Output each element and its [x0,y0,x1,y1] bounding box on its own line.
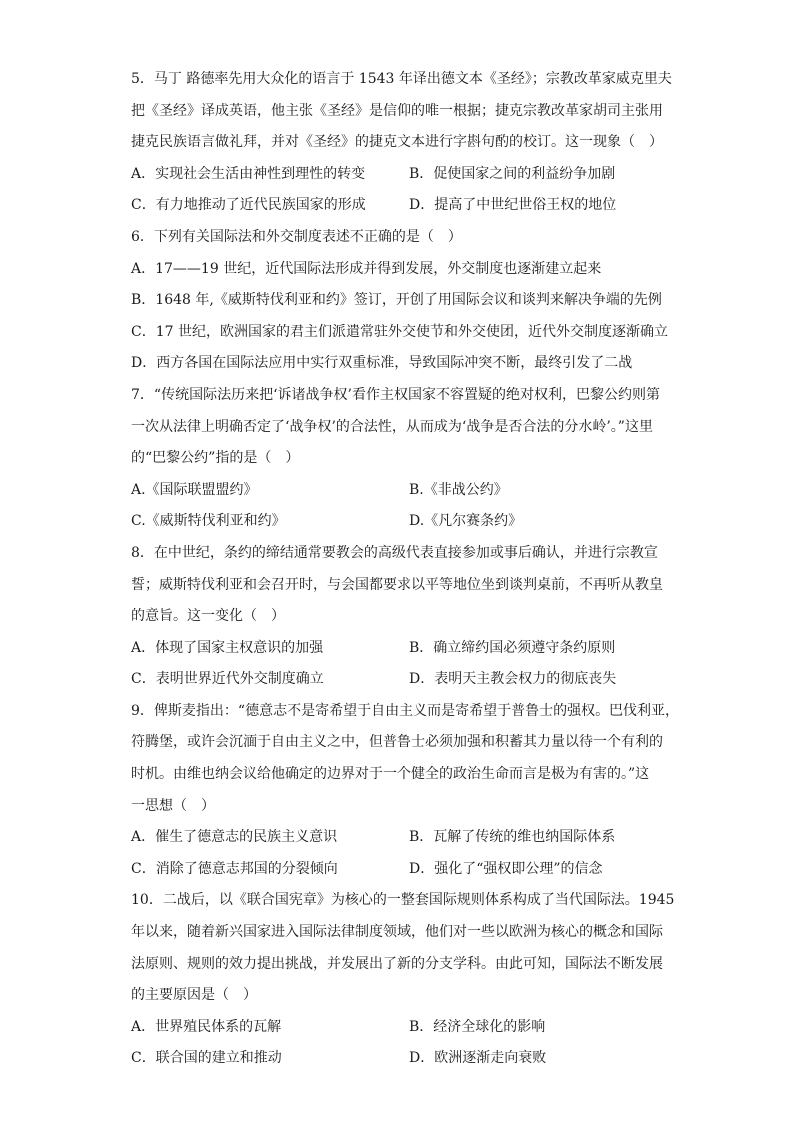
option-a[interactable]: A．实现社会生活由神性到理性的转变 [131,165,366,182]
question-9 [131,696,680,886]
question-stem-line: 把《圣经》译成英语，他主张《圣经》是信仰的唯一根据；捷克宗教改革家胡司主张用 [131,102,663,119]
question-8 [131,538,663,696]
option-row [131,159,663,191]
option-row [131,190,663,222]
option-row [131,633,663,665]
option-row [131,506,663,538]
option-c[interactable]: C．消除了德意志邦国的分裂倾向 [131,860,338,877]
option-b[interactable]: B．1648 年,《威斯特伐利亚和约》签订，开创了用国际会议和谈判来解决争端的先例 [131,292,662,309]
option-c[interactable]: C.《威斯特伐利亚和约》 [131,513,286,530]
question-stem-line: 10．二战后，以《联合国宪章》为核心的一整套国际规则体系构成了当代国际法。1945 [131,892,675,909]
question-stem-line: 一次从法律上明确否定了‘战争权’的合法性，从而成为‘战争是否合法的分水岭’。”这里 [131,418,653,435]
option-a[interactable]: A．世界殖民体系的瓦解 [131,1018,282,1035]
option-row [131,475,663,507]
question-list [131,64,680,1075]
option-a[interactable]: A．体现了国家主权意识的加强 [131,639,324,656]
question-10 [131,885,675,1075]
question-stem-line: 誓；威斯特伐利亚和会召开时，与会国都要求以平等地位坐到谈判桌前，不再听从教皇 [131,576,663,593]
question-stem-line: 7．“传统国际法历来把‘诉诸战争权’看作主权国家不容置疑的绝对权利，巴黎公约则第 [131,386,660,403]
option-b[interactable]: B．确立缔约国必须遵守条约原则 [409,639,616,656]
question-stem-line: 的意旨。这一变化（ ） [131,608,285,625]
option-b[interactable]: B．瓦解了传统的维也纳国际体系 [409,829,616,846]
option-row [131,854,663,886]
question-stem-line: 8．在中世纪，条约的缔结通常要教会的高级代表直接参加或事后确认，并进行宗教宣 [131,544,658,561]
option-c[interactable]: C．表明世界近代外交制度确立 [131,671,324,688]
option-b[interactable]: B.《非战公约》 [409,481,508,498]
option-a[interactable]: A．17——19 世纪，近代国际法形成并得到发展，外交制度也逐渐建立起来 [131,260,602,277]
question-stem-line: 的“巴黎公约”指的是（ ） [131,450,300,467]
option-row [131,1043,663,1075]
option-a[interactable]: A.《国际联盟盟约》 [131,481,258,498]
question-stem-line: 捷克民族语言做礼拜，并对《圣经》的捷克文本进行字斟句酌的校订。这一现象（ ） [131,134,663,151]
question-stem-line: 法原则、规则的效力提出挑战，并发展出了新的分支学科。由此可知，国际法不断发展 [131,955,663,972]
question-stem-line: 5．马丁 路德率先用大众化的语言于 1543 年译出德文本《圣经》；宗教改革家威克里夫 [131,71,672,87]
question-5 [131,64,672,222]
option-row [131,664,663,696]
option-b[interactable]: B．经济全球化的影响 [409,1018,546,1035]
option-d[interactable]: D．欧洲逐渐走向衰败 [409,1050,547,1067]
option-c[interactable]: C．有力地推动了近代民族国家的形成 [131,197,366,214]
option-d[interactable]: D.《凡尔赛条约》 [409,513,523,530]
option-b[interactable]: B．促使国家之间的利益纷争加剧 [409,165,616,182]
option-c[interactable]: C．17 世纪，欧洲国家的君主们派遣常驻外交使节和外交使团，近代外交制度逐渐确立 [131,323,668,340]
option-a[interactable]: A．催生了德意志的民族主义意识 [131,829,338,846]
question-stem-line: 的主要原因是（ ） [131,987,257,1004]
question-stem-line: 6．下列有关国际法和外交制度表述不正确的是（ ） [131,228,462,245]
question-7 [131,380,663,538]
question-stem-line: 时机。由维也纳会议给他确定的边界对于一个健全的政治生命而言是极为有害的。”这 [131,766,650,783]
option-d[interactable]: D．强化了“强权即公理”的信念 [409,860,603,877]
question-stem-line: 年以来，随着新兴国家进入国际法律制度领域，他们对一些以欧洲为核心的概念和国际 [131,924,663,941]
question-stem-line: 一思想（ ） [131,797,215,814]
option-row [131,1012,663,1044]
option-d[interactable]: D．提高了中世纪世俗王权的地位 [409,197,617,214]
question-stem-line: 9．俾斯麦指出：“德意志不是寄希望于自由主义而是寄希望于普鲁士的强权。巴伐利亚， [131,702,680,719]
option-d[interactable]: D．表明天主教会权力的彻底丧失 [409,671,617,688]
option-row [131,822,663,854]
question-6 [131,222,668,380]
option-c[interactable]: C．联合国的建立和推动 [131,1050,282,1067]
option-d[interactable]: D．西方各国在国际法应用中实行双重标准，导致国际冲突不断，最终引发了二战 [131,355,633,372]
question-stem-line: 符腾堡，或许会沉湎于自由主义之中，但普鲁士必须加强和积蓄其力量以待一个有利的 [131,734,663,751]
